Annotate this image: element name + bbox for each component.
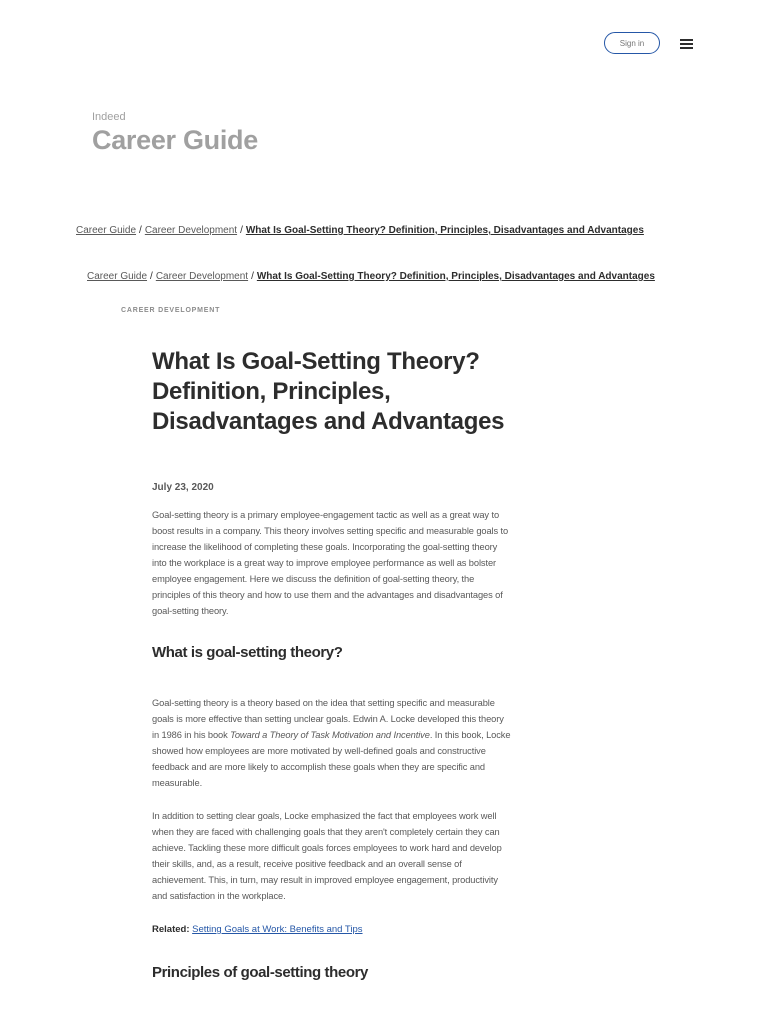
article-paragraph	[152, 695, 512, 791]
article-date: July 23, 2020	[152, 482, 214, 493]
related-article-link[interactable]: Setting Goals at Work: Benefits and Tips	[192, 924, 363, 935]
article-category-label: CAREER DEVELOPMENT	[121, 307, 221, 314]
menu-bar	[680, 39, 693, 41]
paragraph-text: . In this book, Locke showed how employees are more motivated by well-defined goals and constructive feedback and are more likely to accomplish these goals when they are specific and measurable.	[152, 730, 511, 788]
section-heading-principles: Principles of goal-setting theory	[152, 964, 368, 981]
breadcrumb-separator: /	[139, 225, 142, 236]
breadcrumb	[76, 225, 644, 236]
paragraph-text: Goal-setting theory is a theory based on the idea that setting specific and measurable goals is more effective than setting unclear goals. Edwin A. Locke developed this theory in 1986 in his book	[152, 698, 504, 740]
breadcrumb-career-guide-link[interactable]: Career Guide	[87, 271, 148, 282]
breadcrumb-separator: /	[150, 271, 153, 282]
article-paragraph: In addition to setting clear goals, Locke emphasized the fact that employees work well when they are faced with challenging goals that they aren't completely certain they can achieve. Tackling these more difficult goals forces employees to work hard and develop their skills, and, as a result, receive positive feedback and an overall sense of achievement. This, in turn, may result in improved employee engagement, productivity and satisfaction in the workplace.	[152, 811, 502, 901]
breadcrumb-separator: /	[251, 271, 254, 282]
article-intro-paragraph: Goal-setting theory is a primary employee-engagement tactic as well as a great way to boost results in a company. This theory involves setting specific and measurable goals to increase the likelihood of completing these goals. Incorporating the goal-setting theory into the workplace is a great way to improve employee performance as well as bolster employee engagement. Here we discuss the definition of goal-setting theory, the principles of this theory and how to use them and the advantages and disadvantages of goal-setting theory.	[152, 510, 509, 616]
indeed-brand-label: Indeed	[92, 111, 126, 123]
breadcrumb-career-development-link[interactable]: Career Development	[155, 271, 249, 282]
related-article	[152, 924, 363, 935]
breadcrumb-current-page-link[interactable]: What Is Goal-Setting Theory? Definition, Principles, Disadvantages and Advantages	[256, 271, 655, 282]
section-heading-what-is: What is goal-setting theory?	[152, 644, 343, 661]
breadcrumb-current-page-link[interactable]: What Is Goal-Setting Theory? Definition, Principles, Disadvantages and Advantages	[245, 225, 644, 236]
hamburger-menu-icon[interactable]	[680, 38, 694, 50]
article-title: What Is Goal-Setting Theory? Definition, Principles, Disadvantages and Advantages	[152, 348, 505, 435]
breadcrumb-career-guide-link[interactable]: Career Guide	[76, 225, 137, 236]
breadcrumb-separator: /	[240, 225, 243, 236]
menu-bar	[680, 43, 693, 45]
breadcrumb-career-development-link[interactable]: Career Development	[144, 225, 238, 236]
breadcrumb	[87, 271, 655, 282]
sign-in-button[interactable]: Sign in	[604, 32, 660, 54]
book-title: Toward a Theory of Task Motivation and Incentive	[230, 730, 430, 740]
career-guide-title[interactable]: Career Guide	[92, 125, 258, 155]
menu-bar	[680, 47, 693, 49]
related-label: Related:	[152, 924, 190, 935]
